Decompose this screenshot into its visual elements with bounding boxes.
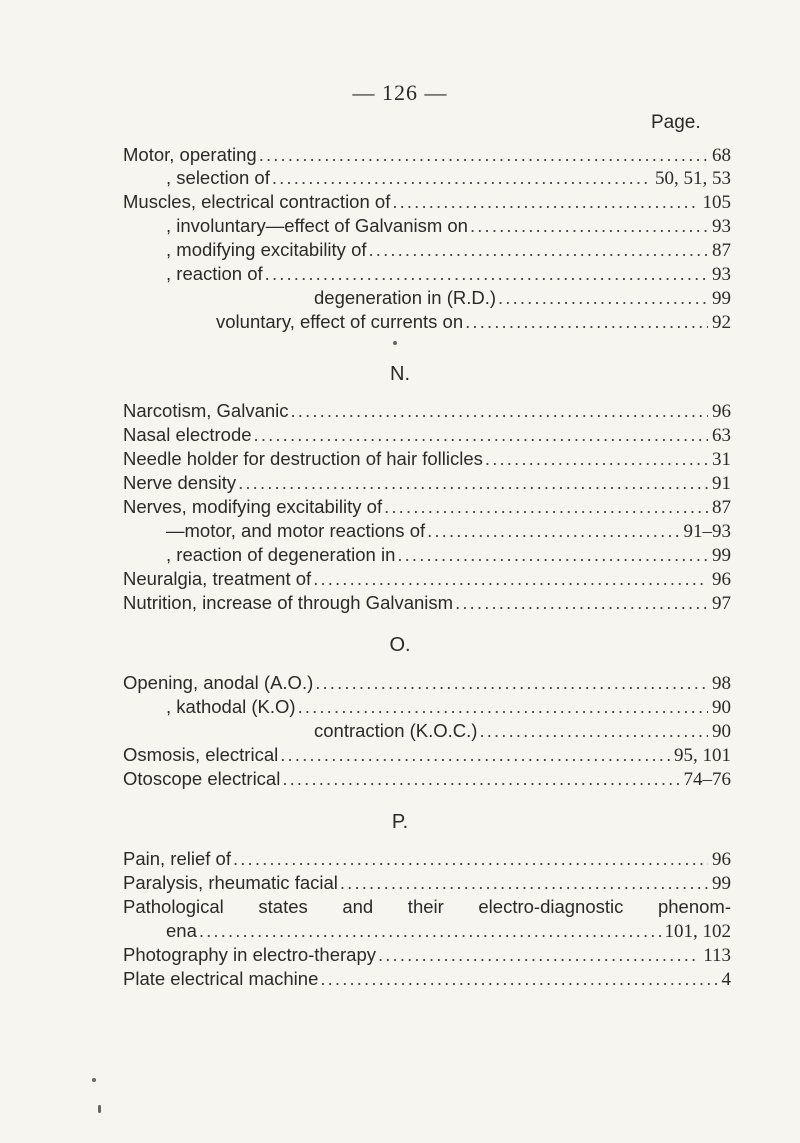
entry-text: Muscles, electrical contraction of [123,191,391,212]
ink-speck [98,1105,101,1113]
index-entry [123,944,731,967]
entry-page: 99 [712,545,731,566]
entry-text: Nerve density [123,472,237,493]
entry-page: 99 [712,288,731,309]
page-column-label: Page. [651,112,701,133]
entry-text: Neuralgia, treatment of [123,568,312,589]
entry-page: 74–76 [683,769,731,790]
index-entry [166,167,731,190]
ink-speck [393,341,397,345]
entry-page: 98 [712,673,731,694]
index-entry [166,263,731,286]
index-entry [166,239,731,262]
index-entry [123,872,731,895]
entry-page: 90 [712,721,731,742]
leader-dots [384,496,708,518]
entry-text: Opening, anodal (A.O.) [123,672,314,693]
index-entry [123,568,731,591]
entry-page: 99 [712,873,731,894]
entry-text: Nasal electrode [123,424,252,445]
index-entry [123,472,731,495]
index-entry [123,448,731,471]
leader-dots [313,568,708,590]
entry-text: , reaction of degeneration in [166,544,396,565]
leader-dots [254,424,708,446]
section-letter-n: N. [390,363,410,385]
index-entry [123,848,731,871]
entry-page: 113 [703,945,731,966]
index-entry [123,744,731,767]
entry-page: 50, 51, 53 [655,168,731,189]
index-entry [123,496,731,519]
entry-page: 91–93 [683,521,731,542]
entry-text: , selection of [166,167,270,188]
leader-dots [479,720,708,742]
index-entry [314,720,731,743]
leader-dots [238,472,708,494]
leader-dots [470,215,708,237]
leader-dots [465,311,708,333]
entry-text: Otoscope electrical [123,768,281,789]
leader-dots [427,520,679,542]
entry-text: , modifying excitability of [166,239,367,260]
section-letter-p: P. [391,811,409,833]
entry-text: ena [166,920,197,941]
leader-dots [265,263,708,285]
index-entry [123,191,731,214]
ink-speck [92,1078,96,1082]
entry-text-wrapped: Pathological states and their electro-diagnostic phenom- [123,896,731,917]
entry-page: 93 [712,216,731,237]
entry-page: 97 [712,593,731,614]
leader-dots [498,287,708,309]
leader-dots [369,239,708,261]
leader-dots [340,872,708,894]
entry-text: Narcotism, Galvanic [123,400,289,421]
entry-page: 92 [712,312,731,333]
entry-page: 63 [712,425,731,446]
running-head: — 126 — [352,80,448,105]
entry-page: 91 [712,473,731,494]
entry-page: 105 [702,192,731,213]
leader-dots [315,672,708,694]
entry-text: voluntary, effect of currents on [216,311,464,332]
index-entry [123,144,731,167]
leader-dots [320,968,717,990]
entry-text: Nutrition, increase of through Galvanism [123,592,454,613]
entry-text: Paralysis, rheumatic facial [123,872,338,893]
leader-dots [397,544,708,566]
entry-page: 87 [712,240,731,261]
index-entry [314,287,731,310]
entry-page: 93 [712,264,731,285]
entry-text: Pain, relief of [123,848,231,869]
leader-dots [455,592,708,614]
entry-text: Motor, operating [123,144,257,165]
leader-dots [280,744,670,766]
entry-page: 90 [712,697,731,718]
entry-text: , kathodal (K.O) [166,696,296,717]
entry-text: Osmosis, electrical [123,744,279,765]
entry-page: 101, 102 [664,921,731,942]
entry-page: 96 [712,401,731,422]
index-entry [216,311,731,334]
index-entry [123,400,731,423]
entry-text: —motor, and motor reactions of [166,520,426,541]
index-entry [123,592,731,615]
leader-dots [378,944,699,966]
index-entry [166,696,731,719]
entry-page: 95, 101 [674,745,731,766]
entry-text: Photography in electro-therapy [123,944,376,965]
entry-page: 31 [712,449,731,470]
index-entry [166,544,731,567]
leader-dots [298,696,708,718]
entry-page: 87 [712,497,731,518]
leader-dots [259,144,708,166]
index-entry [123,968,731,991]
entry-text: Needle holder for destruction of hair follicles [123,448,483,469]
entry-text: Nerves, modifying excitability of [123,496,383,517]
index-entry [123,672,731,695]
index-entry [123,768,731,791]
entry-text: contraction (K.O.C.) [314,720,478,741]
leader-dots [233,848,708,870]
entry-text: , involuntary—effect of Galvanism on [166,215,468,236]
index-entry [166,215,731,238]
index-entry [166,920,731,943]
entry-text: , reaction of [166,263,263,284]
leader-dots [291,400,708,422]
entry-page: 96 [712,569,731,590]
section-letter-o: O. [389,634,411,656]
leader-dots [272,167,651,189]
entry-text: degeneration in (R.D.) [314,287,497,308]
entry-page: 96 [712,849,731,870]
index-entry [166,520,731,543]
entry-page: 4 [721,969,731,990]
leader-dots [392,191,698,213]
index-entry [123,424,731,447]
entry-page: 68 [712,145,731,166]
entry-text: Plate electrical machine [123,968,319,989]
leader-dots [282,768,679,790]
leader-dots [485,448,708,470]
leader-dots [199,920,661,942]
